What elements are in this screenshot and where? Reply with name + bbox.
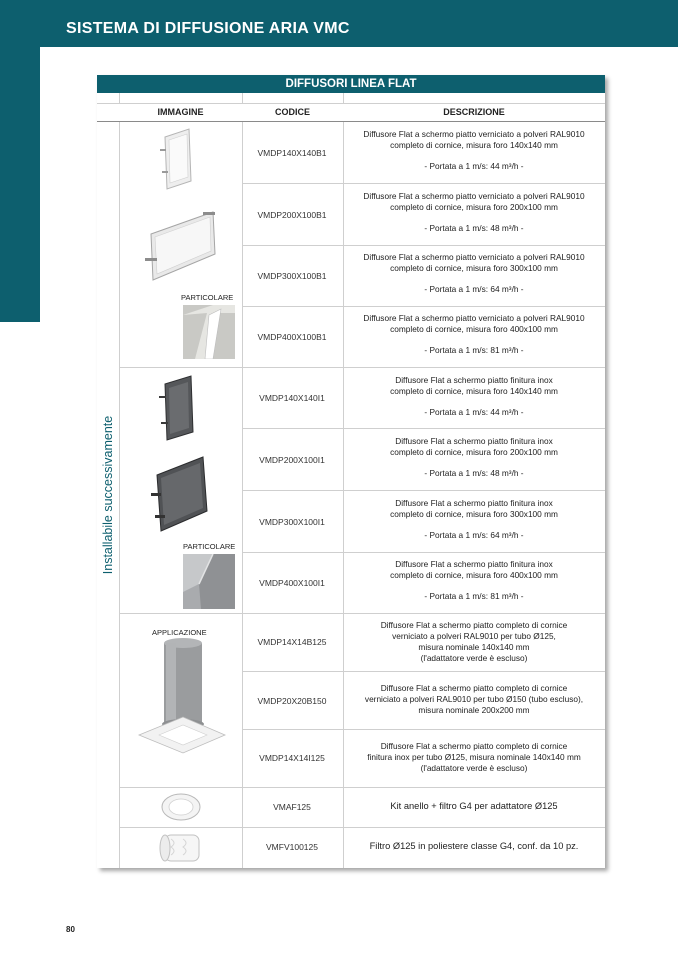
product-description: Diffusore Flat a schermo piatto verniciato a polveri RAL9010 completo di cornice, misura foro 200x100 mm - Portata a 1 m/s: 48 m³/h -: [363, 191, 585, 233]
product-table: [97, 75, 605, 868]
side-accent-band: [0, 0, 40, 322]
product-description: Diffusore Flat a schermo piatto completo di cornice verniciato a polveri RAL9010 per tubo Ø150 (tubo escluso), misura nominale 200x200 mm: [364, 683, 584, 715]
product-description: Diffusore Flat a schermo piatto finitura inox completo di cornice, misura foro 300x100 mm - Portata a 1 m/s: 64 m³/h -: [390, 498, 558, 540]
white-diffuser-square-image: [159, 127, 199, 193]
product-code: VMDP140X140I1: [259, 393, 325, 403]
product-code: VMDP400X100I1: [259, 578, 325, 588]
product-code: VMDP300X100I1: [259, 517, 325, 527]
application-duct-image: [137, 635, 227, 759]
product-code: VMDP140X140B1: [257, 148, 327, 158]
detail-label: PARTICOLARE: [181, 293, 234, 302]
inox-diffuser-square-image: [157, 374, 201, 444]
table-subheader-band: [97, 93, 605, 104]
product-code: VMDP14X14B125: [257, 637, 327, 647]
page-number: 80: [66, 925, 75, 934]
product-code: VMDP200X100B1: [257, 210, 327, 220]
polyester-filter-image: [157, 831, 207, 865]
ring-filter-kit-image: [159, 791, 203, 823]
product-code: VMDP20X20B150: [257, 696, 327, 706]
product-description: Diffusore Flat a schermo piatto finitura inox completo di cornice, misura foro 400x100 mm - Portata a 1 m/s: 81 m³/h -: [390, 559, 558, 601]
product-code: VMFV100125: [266, 842, 318, 852]
inox-diffuser-rectangular-image: [147, 453, 213, 537]
side-label: Installabile successivamente: [101, 415, 115, 575]
detail-label: PARTICOLARE: [183, 542, 236, 551]
white-detail-image: [183, 305, 235, 359]
table-title: DIFFUSORI LINEA FLAT: [97, 75, 605, 93]
product-description: Diffusore Flat a schermo piatto completo di cornice verniciato a polveri RAL9010 per tubo Ø125, misura nominale 140x140 mm (l'adattatore verde è escluso): [380, 620, 568, 663]
product-code: VMAF125: [273, 802, 311, 812]
column-header-image: IMMAGINE: [157, 107, 204, 117]
product-description: Diffusore Flat a schermo piatto verniciato a polveri RAL9010 completo di cornice, misura foro 300x100 mm - Portata a 1 m/s: 64 m³/h -: [363, 252, 585, 294]
column-divider: [119, 122, 120, 868]
inox-detail-image: [183, 554, 235, 609]
product-code: VMDP200X100I1: [259, 455, 325, 465]
product-code: VMDP400X100B1: [257, 332, 327, 342]
product-description: Diffusore Flat a schermo piatto verniciato a polveri RAL9010 completo di cornice, misura foro 140x140 mm - Portata a 1 m/s: 44 m³/h -: [363, 129, 585, 171]
header-divider: [97, 121, 605, 122]
application-label: APPLICAZIONE: [152, 628, 207, 637]
product-description: Diffusore Flat a schermo piatto completo di cornice finitura inox per tubo Ø125, misura nominale 140x140 mm (l'adattatore verde è escluso): [367, 741, 581, 773]
product-description: Kit anello + filtro G4 per adattatore Ø125: [390, 801, 558, 811]
product-description: Filtro Ø125 in poliestere classe G4, conf. da 10 pz.: [369, 841, 579, 851]
white-diffuser-rectangular-image: [141, 204, 219, 288]
product-code: VMDP14X14I125: [259, 753, 325, 763]
column-header-code: CODICE: [274, 107, 310, 117]
page-title: SISTEMA DI DIFFUSIONE ARIA VMC: [66, 20, 350, 37]
product-description: Diffusore Flat a schermo piatto verniciato a polveri RAL9010 completo di cornice, misura foro 400x100 mm - Portata a 1 m/s: 81 m³/h -: [363, 313, 585, 355]
product-description: Diffusore Flat a schermo piatto finitura inox completo di cornice, misura foro 200x100 mm - Portata a 1 m/s: 48 m³/h -: [390, 436, 558, 478]
column-header-description: DESCRIZIONE: [443, 107, 505, 117]
product-description: Diffusore Flat a schermo piatto finitura inox completo di cornice, misura foro 140x140 mm - Portata a 1 m/s: 44 m³/h -: [390, 375, 558, 417]
product-code: VMDP300X100B1: [257, 271, 327, 281]
